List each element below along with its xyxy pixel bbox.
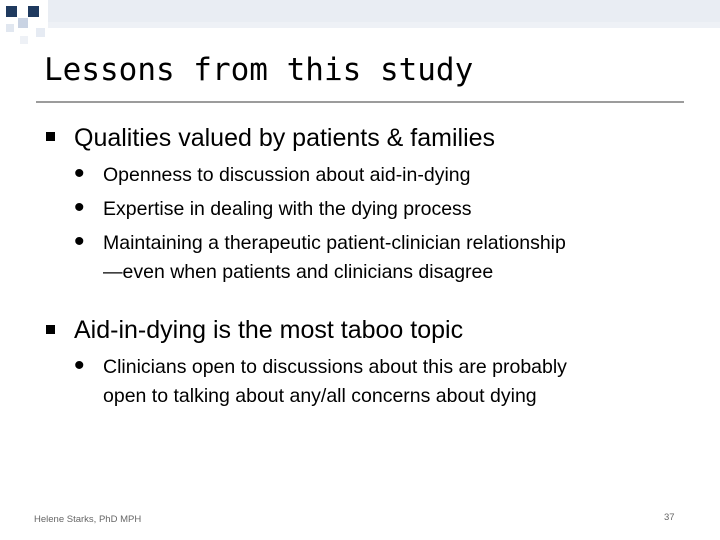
sub-bullet-dot-icon: • <box>74 157 85 190</box>
sub-bullet-2-1: Clinicians open to discussions about this are probably <box>103 356 567 378</box>
header-square-light-4 <box>20 36 28 44</box>
sub-bullet-2-1-continued: open to talking about any/all concerns about dying <box>103 385 537 407</box>
header-stripe-2 <box>48 22 720 28</box>
slide-title: Lessons from this study <box>44 52 474 88</box>
header-square-light-1 <box>18 18 28 28</box>
sub-bullet-1-3: Maintaining a therapeutic patient-clinician relationship <box>103 232 566 254</box>
sub-bullet-dot-icon: • <box>74 191 85 224</box>
header-stripe-1 <box>48 0 720 22</box>
header-square-light-2 <box>6 24 14 32</box>
header-square-dark-1 <box>6 6 17 17</box>
bullet-1-text: Qualities valued by patients & families <box>74 124 496 152</box>
header-square-dark-2 <box>28 6 39 17</box>
sub-bullet-1-2: Expertise in dealing with the dying process <box>103 198 472 220</box>
bullet-2-text: Aid-in-dying is the most taboo topic <box>74 316 464 344</box>
footer-author: Helene Starks, PhD MPH <box>34 514 142 525</box>
bullet-square-icon <box>46 325 55 334</box>
page-number: 37 <box>664 512 675 523</box>
header-decoration <box>0 0 720 48</box>
sub-bullet-1-1: Openness to discussion about aid-in-dying <box>103 164 471 186</box>
title-divider <box>36 101 684 103</box>
header-square-light-3 <box>36 28 45 37</box>
sub-bullet-dot-icon: • <box>74 225 85 258</box>
sub-bullet-1-3-continued: —even when patients and clinicians disagree <box>103 261 494 283</box>
sub-bullet-dot-icon: • <box>74 349 85 382</box>
bullet-square-icon <box>46 132 55 141</box>
